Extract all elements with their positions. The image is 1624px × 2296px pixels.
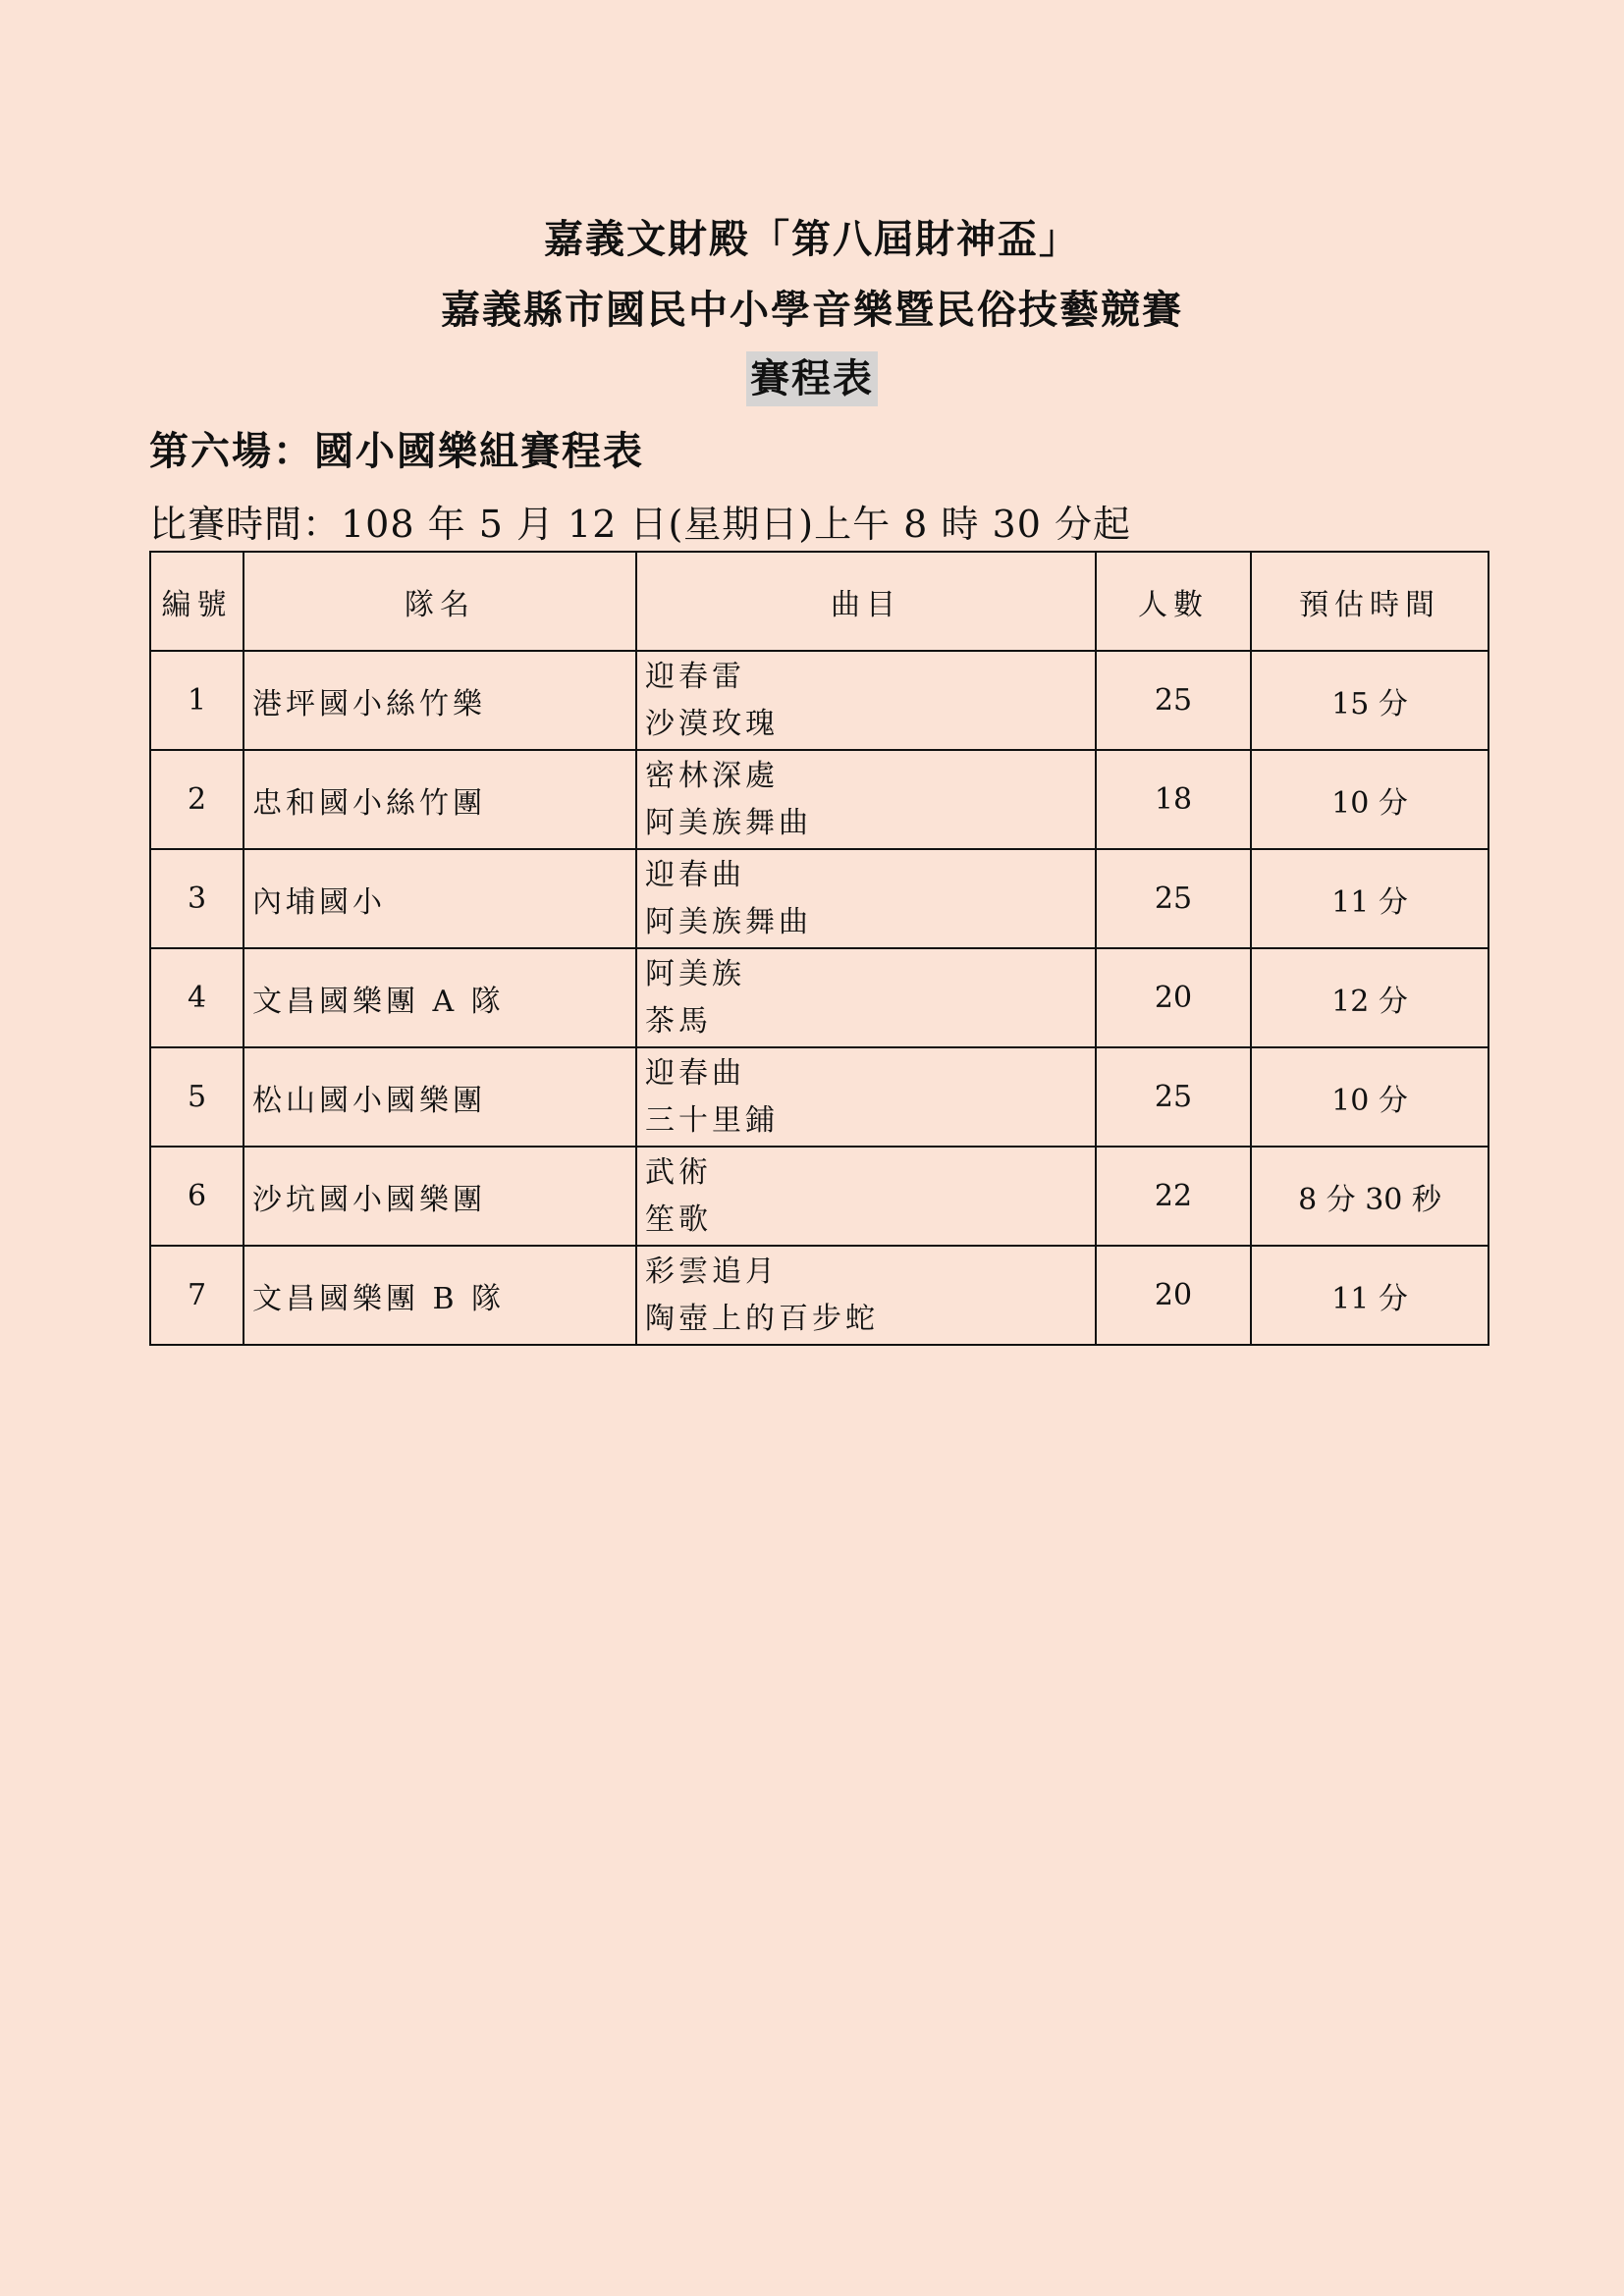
row-count: 20 xyxy=(1096,948,1251,1047)
song-title: 武術 xyxy=(645,1154,712,1190)
header-duration: 預估時間 xyxy=(1251,552,1489,651)
row-songs xyxy=(636,651,1096,750)
table-row xyxy=(150,849,1489,948)
schedule-table xyxy=(149,551,1489,1346)
song-title: 迎春曲 xyxy=(645,857,745,892)
header-songs: 曲目 xyxy=(636,552,1096,651)
row-number: 3 xyxy=(150,849,244,948)
row-count: 22 xyxy=(1096,1147,1251,1246)
row-team: 港坪國小絲竹樂 xyxy=(244,651,636,750)
row-team: 文昌國樂團 A 隊 xyxy=(244,948,636,1047)
row-duration: 12 分 xyxy=(1251,948,1489,1047)
row-team: 內埔國小 xyxy=(244,849,636,948)
row-team: 文昌國樂團 B 隊 xyxy=(244,1246,636,1345)
row-songs xyxy=(636,1147,1096,1246)
row-songs xyxy=(636,1246,1096,1345)
song-title: 迎春曲 xyxy=(645,1055,745,1091)
table-row xyxy=(150,1147,1489,1246)
song-title: 迎春雷 xyxy=(645,659,745,694)
row-duration: 15 分 xyxy=(1251,651,1489,750)
row-count: 25 xyxy=(1096,1047,1251,1147)
song-title: 三十里鋪 xyxy=(645,1102,779,1138)
row-songs xyxy=(636,948,1096,1047)
song-title: 笙歌 xyxy=(645,1201,712,1237)
table-row xyxy=(150,948,1489,1047)
table-row xyxy=(150,651,1489,750)
row-number: 2 xyxy=(150,750,244,849)
table-row xyxy=(150,1246,1489,1345)
table-row xyxy=(150,1047,1489,1147)
row-number: 7 xyxy=(150,1246,244,1345)
row-songs xyxy=(636,1047,1096,1147)
song-title: 陶壺上的百步蛇 xyxy=(645,1301,879,1336)
row-duration: 11 分 xyxy=(1251,849,1489,948)
row-duration: 11 分 xyxy=(1251,1246,1489,1345)
row-count: 20 xyxy=(1096,1246,1251,1345)
row-number: 6 xyxy=(150,1147,244,1246)
row-songs xyxy=(636,849,1096,948)
row-team: 松山國小國樂團 xyxy=(244,1047,636,1147)
row-team: 沙坑國小國樂團 xyxy=(244,1147,636,1246)
document-title: 嘉義文財殿「第八屆財神盃」 xyxy=(544,216,1080,262)
schedule-heading-wrap xyxy=(0,351,1624,406)
header-team: 隊名 xyxy=(244,552,636,651)
row-team: 忠和國小絲竹團 xyxy=(244,750,636,849)
row-count: 25 xyxy=(1096,849,1251,948)
song-title: 阿美族舞曲 xyxy=(645,805,812,840)
song-title: 阿美族舞曲 xyxy=(645,904,812,939)
table-row xyxy=(150,750,1489,849)
song-title: 沙漠玫瑰 xyxy=(645,706,779,741)
song-title: 密林深處 xyxy=(645,758,779,793)
song-title: 阿美族 xyxy=(645,956,745,991)
document-subtitle: 嘉義縣市國民中小學音樂暨民俗技藝競賽 xyxy=(441,287,1183,333)
song-title: 彩雲追月 xyxy=(645,1254,779,1289)
schedule-heading: 賽程表 xyxy=(746,351,878,406)
header-number: 編號 xyxy=(150,552,244,651)
table-header-row xyxy=(150,552,1489,651)
row-count: 18 xyxy=(1096,750,1251,849)
row-number: 4 xyxy=(150,948,244,1047)
song-title: 茶馬 xyxy=(645,1003,712,1039)
row-number: 1 xyxy=(150,651,244,750)
competition-time: 比賽時間：108 年 5 月 12 日(星期日)上午 8 時 30 分起 xyxy=(149,503,1131,546)
header-count: 人數 xyxy=(1096,552,1251,651)
row-songs xyxy=(636,750,1096,849)
row-count: 25 xyxy=(1096,651,1251,750)
row-duration: 10 分 xyxy=(1251,1047,1489,1147)
row-number: 5 xyxy=(150,1047,244,1147)
row-duration: 8 分 30 秒 xyxy=(1251,1147,1489,1246)
row-duration: 10 分 xyxy=(1251,750,1489,849)
section-title: 第六場：國小國樂組賽程表 xyxy=(149,428,644,474)
